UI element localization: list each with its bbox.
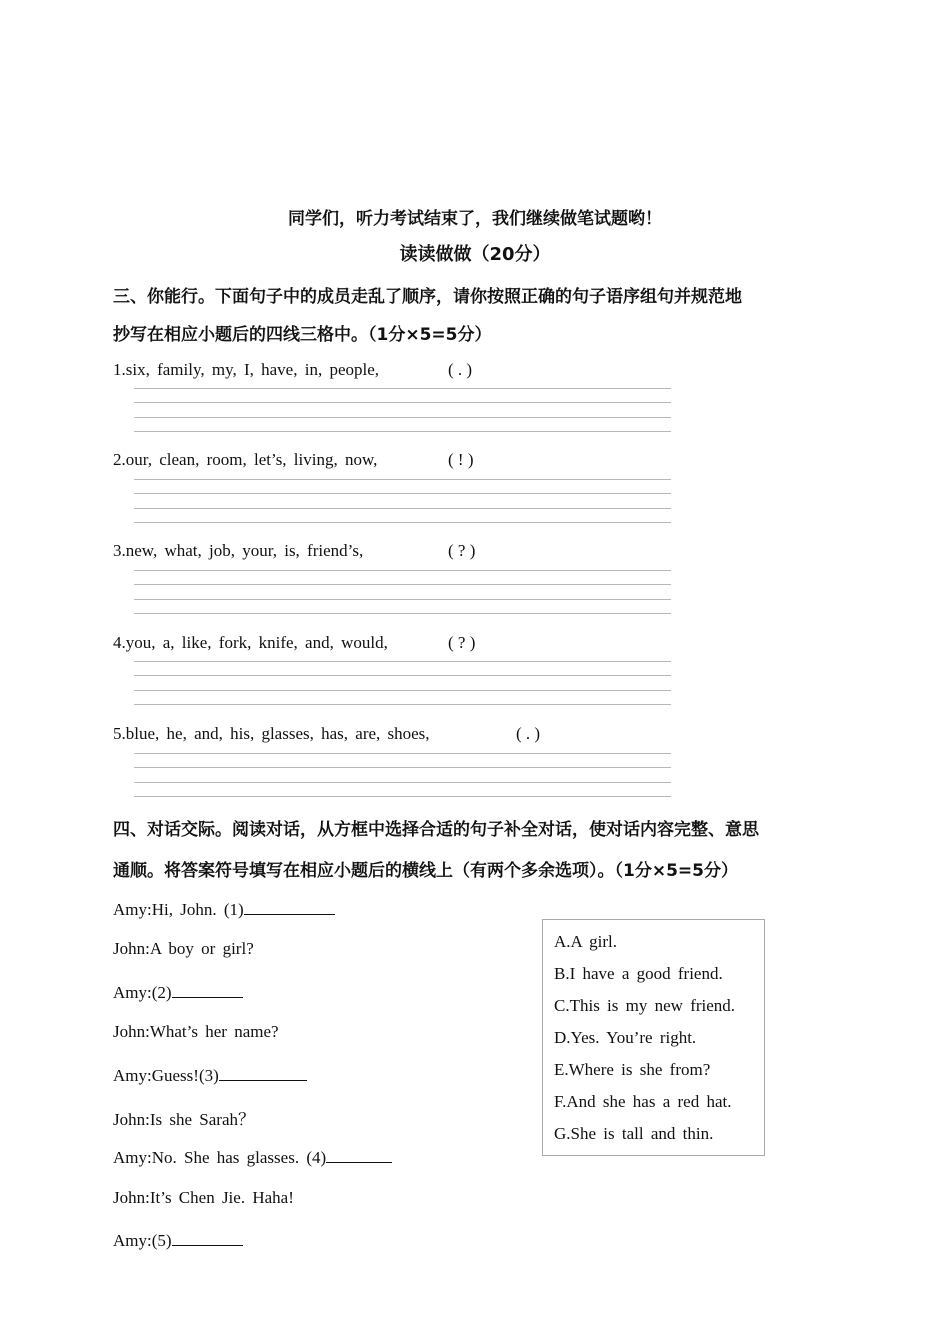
writing-lines-5[interactable] xyxy=(134,753,671,797)
question-3: 3.new, what, job, your, is, friend’s, xyxy=(113,541,364,560)
question-5-punct: ( . ) xyxy=(516,724,541,743)
option-b: B.I have a good friend. xyxy=(554,964,723,983)
part3-instruction-2: 抄写在相应小题后的四线三格中。（1分×5=5分） xyxy=(113,325,492,345)
option-e: E.Where is she from? xyxy=(554,1060,711,1079)
dialogue-text: Amy:Guess!(3) xyxy=(113,1066,219,1085)
section-title: 读读做做（20分） xyxy=(399,244,551,265)
option-f: F.And she has a red hat. xyxy=(554,1092,732,1111)
answer-blank-2[interactable] xyxy=(172,981,243,998)
question-3-punct: ( ? ) xyxy=(448,541,476,560)
dialogue-line-6: John:Is she Sarah？ xyxy=(113,1110,255,1129)
dialogue-line-1 xyxy=(113,898,335,920)
dialogue-line-9 xyxy=(113,1229,243,1251)
dialogue-line-5 xyxy=(113,1064,307,1086)
dialogue-line-4: John:What’s her name? xyxy=(113,1022,279,1041)
question-2-punct: ( ! ) xyxy=(448,450,474,469)
options-box xyxy=(542,919,765,1156)
question-5: 5.blue, he, and, his, glasses, has, are, shoes, xyxy=(113,724,430,743)
question-1-punct: ( . ) xyxy=(448,360,473,379)
part4-instruction-1: 四、对话交际。阅读对话，从方框中选择合适的句子补全对话，使对话内容完整、意思 xyxy=(113,820,759,840)
part3-instruction-1: 三、你能行。下面句子中的成员走乱了顺序，请你按照正确的句子语序组句并规范地 xyxy=(113,287,742,307)
answer-blank-3[interactable] xyxy=(219,1064,307,1081)
writing-lines-1[interactable] xyxy=(134,388,671,432)
question-4-punct: ( ? ) xyxy=(448,633,476,652)
option-d: D.Yes. You’re right. xyxy=(554,1028,697,1047)
dialogue-line-8: John:It’s Chen Jie. Haha! xyxy=(113,1188,294,1207)
writing-lines-3[interactable] xyxy=(134,570,671,614)
answer-blank-4[interactable] xyxy=(326,1146,392,1163)
writing-lines-2[interactable] xyxy=(134,479,671,523)
dialogue-text: Amy:(2) xyxy=(113,983,172,1002)
answer-blank-5[interactable] xyxy=(172,1229,243,1246)
question-4: 4.you, a, like, fork, knife, and, would, xyxy=(113,633,388,652)
question-1: 1.six, family, my, I, have, in, people, xyxy=(113,360,380,379)
intro-text: 同学们，听力考试结束了，我们继续做笔试题哟！ xyxy=(288,209,662,229)
dialogue-text: Amy:No. She has glasses. (4) xyxy=(113,1148,327,1167)
answer-blank-1[interactable] xyxy=(244,898,335,915)
dialogue-text: Amy:Hi, John. (1) xyxy=(113,900,244,919)
option-a: A.A girl. xyxy=(554,932,617,951)
dialogue-text: Amy:(5) xyxy=(113,1231,172,1250)
dialogue-line-2: John:A boy or girl? xyxy=(113,939,254,958)
writing-lines-4[interactable] xyxy=(134,661,671,705)
dialogue-line-3 xyxy=(113,981,243,1003)
dialogue-line-7 xyxy=(113,1146,392,1168)
option-c: C.This is my new friend. xyxy=(554,996,736,1015)
part4-instruction-2: 通顺。将答案符号填写在相应小题后的横线上（有两个多余选项）。（1分×5=5分） xyxy=(113,861,738,881)
option-g: G.She is tall and thin. xyxy=(554,1124,714,1143)
question-2: 2.our, clean, room, let’s, living, now, xyxy=(113,450,378,469)
